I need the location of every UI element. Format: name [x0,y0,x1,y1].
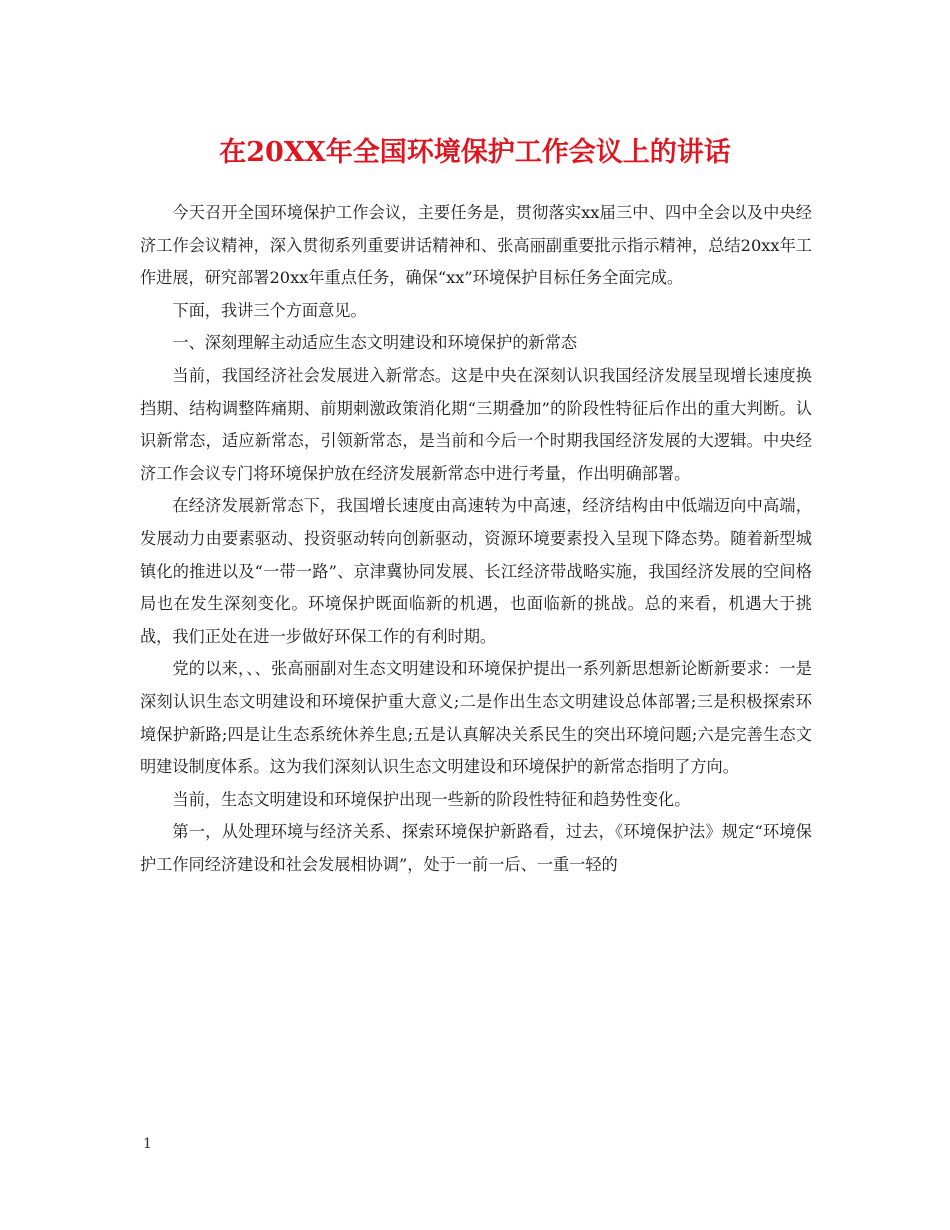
paragraph: 在经济发展新常态下，我国增长速度由高速转为中高速，经济结构由中低端迈向中高端，发展动力由要素驱动、投资驱动转向创新驱动，资源环境要素投入呈现下降态势。随着新型城镇化的推进以及“一带一路”、京津冀协同发展、长江经济带战略实施，我国经济发展的空间格局也在发生深刻变化。环境保护既面临新的机遇，也面临新的挑战。总的来看，机遇大于挑战，我们正处在进一步做好环保工作的有利时期。 [140,496,812,646]
document-title: 在20XX年全国环境保护工作会议上的讲话 [219,137,731,168]
paragraph: 第一，从处理环境与经济关系、探索环境保护新路看，过去，《环境保护法》规定“环境保护工作同经济建设和社会发展相协调”，处于一前一后、一重一轻的 [140,822,812,874]
page-number: 1 [143,1136,152,1152]
paragraph: 下面，我讲三个方面意见。 [172,300,367,320]
paragraph: 当前，我国经济社会发展进入新常态。这是中央在深刻认识我国经济发展呈现增长速度换挡期、结构调整阵痛期、前期刺激政策消化期“三期叠加”的阶段性特征后作出的重大判断。认识新常态，适应新常态，引领新常态，是当前和今后一个时期我国经济发展的大逻辑。中央经济工作会议专门将环境保护放在经济发展新常态中进行考量，作出明确部署。 [140,365,812,483]
paragraph: 党的以来，、、张高丽副对生态文明建设和环境保护提出一系列新思想新论断新要求：一是深刻认识生态文明建设和环境保护重大意义;二是作出生态文明建设总体部署;三是积极探索环境保护新路;四是让生态系统休养生息;五是认真解决关系民生的突出环境问题;六是完善生态文明建设制度体系。这为我们深刻认识生态文明建设和环境保护的新常态指明了方向。 [140,659,812,777]
document-body [140,197,812,881]
section-heading: 一、深刻理解主动适应生态文明建设和环境保护的新常态 [172,333,578,353]
paragraph: 当前，生态文明建设和环境保护出现一些新的阶段性特征和趋势性变化。 [172,789,691,809]
paragraph: 今天召开全国环境保护工作会议，主要任务是，贯彻落实xx届三中、四中全会以及中央经济工作会议精神，深入贯彻系列重要讲话精神和、张高丽副重要批示指示精神，总结20xx年工作进展，研究部署20xx年重点任务，确保“xx”环境保护目标任务全面完成。 [140,203,812,288]
